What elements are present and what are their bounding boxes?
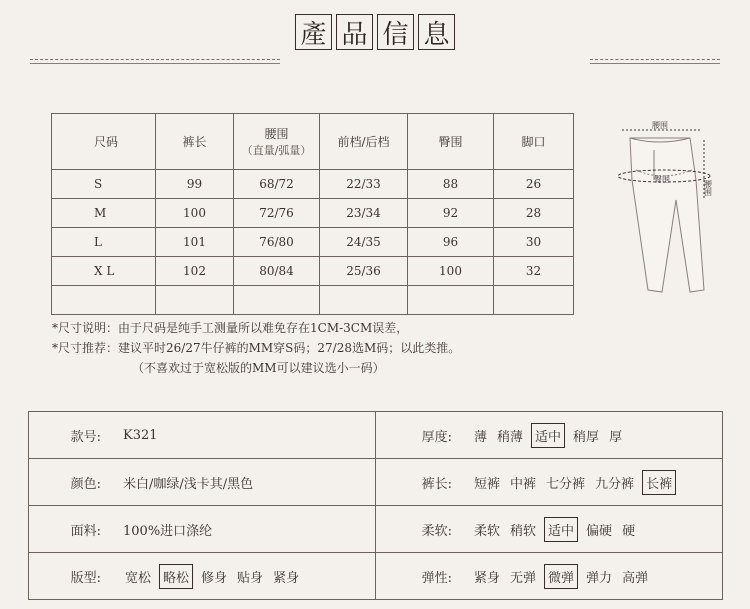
- table-cell: S: [52, 170, 156, 199]
- option: 修身: [201, 570, 228, 586]
- option: 长裤: [642, 470, 676, 495]
- table-cell: 32: [494, 257, 574, 286]
- header-cell: 腰围 （直量/弧量）: [234, 114, 320, 170]
- table-cell: 96: [408, 228, 494, 257]
- table-cell: L: [52, 228, 156, 257]
- table-cell: 26: [494, 170, 574, 199]
- option: 九分裤: [595, 476, 635, 492]
- info-row: [29, 553, 723, 600]
- option: 七分裤: [546, 476, 586, 492]
- info-label: 款号:: [70, 429, 101, 445]
- option: 略松: [159, 564, 193, 589]
- option: 短裤: [474, 476, 501, 492]
- header-cell: 裤长: [156, 114, 234, 170]
- table-cell: 23/34: [320, 199, 408, 228]
- table-row: [52, 257, 574, 286]
- option: 微弹: [544, 564, 578, 589]
- option: 高弹: [622, 570, 649, 586]
- table-row: [52, 170, 574, 199]
- header-cell: 前档/后档: [320, 114, 408, 170]
- note-line: （不喜欢过于宽松版的MM可以建议选小一码）: [132, 361, 385, 375]
- option: 厚: [609, 429, 623, 445]
- table-cell: 28: [494, 199, 574, 228]
- option: 偏硬: [586, 523, 613, 539]
- table-cell: 101: [156, 228, 234, 257]
- thickness-options: [472, 423, 624, 448]
- info-cell: [376, 506, 723, 553]
- title-area: [0, 14, 750, 74]
- table-cell: [234, 286, 320, 315]
- title-char: 息: [418, 14, 455, 50]
- table-row: [52, 199, 574, 228]
- fit-options: [115, 564, 301, 589]
- option: 适中: [544, 517, 578, 542]
- note-line: *尺寸推荐：建议平时26/27牛仔裤的MM穿S码；27/28选M码；以此类推。: [52, 341, 461, 355]
- table-cell: [494, 286, 574, 315]
- length-options: [472, 470, 676, 495]
- title-char: 信: [377, 14, 414, 50]
- info-value: 米白/咖绿/浅卡其/黑色: [123, 476, 254, 492]
- option: 无弹: [510, 570, 537, 586]
- option: 稍薄: [497, 429, 524, 445]
- table-cell: 88: [408, 170, 494, 199]
- info-cell: [29, 506, 376, 553]
- table-cell: [408, 286, 494, 315]
- info-row: [29, 506, 723, 553]
- table-cell: [52, 286, 156, 315]
- info-row: [29, 459, 723, 506]
- table-cell: 102: [156, 257, 234, 286]
- divider-left: [30, 59, 280, 64]
- option: 薄: [474, 429, 488, 445]
- table-cell: 100: [156, 199, 234, 228]
- info-label: 裤长:: [421, 476, 452, 492]
- title-char: 品: [336, 14, 373, 50]
- table-cell: 25/36: [320, 257, 408, 286]
- table-cell: 80/84: [234, 257, 320, 286]
- option: 稍软: [510, 523, 537, 539]
- info-label: 弹性:: [421, 570, 452, 586]
- note-line: *尺寸说明：由于尺码是纯手工测量所以难免存在1CM-3CM误差，: [52, 321, 409, 335]
- length-label: 腰围: [703, 180, 713, 196]
- waist-label: 腰围: [652, 121, 668, 130]
- table-row: [52, 228, 574, 257]
- size-table-header: [52, 114, 574, 170]
- size-notes: [52, 318, 460, 378]
- info-label: 版型:: [70, 570, 101, 586]
- table-cell: 76/80: [234, 228, 320, 257]
- info-cell: [376, 459, 723, 506]
- option: 中裤: [510, 476, 537, 492]
- table-cell: X L: [52, 257, 156, 286]
- option: 适中: [531, 423, 565, 448]
- title-char: 產: [295, 14, 332, 50]
- option: 弹力: [586, 570, 613, 586]
- info-label: 柔软:: [421, 523, 452, 539]
- option: 紧身: [474, 570, 501, 586]
- option: 柔软: [474, 523, 501, 539]
- info-cell: [29, 553, 376, 600]
- divider-right: [590, 59, 720, 64]
- elasticity-options: [472, 564, 650, 589]
- pants-diagram: [592, 110, 732, 325]
- table-cell: 92: [408, 199, 494, 228]
- table-row: [52, 286, 574, 315]
- table-cell: [156, 286, 234, 315]
- info-value: K321: [123, 427, 158, 443]
- info-row: [29, 412, 723, 459]
- table-cell: 99: [156, 170, 234, 199]
- size-table: [51, 113, 574, 315]
- info-cell: [376, 412, 723, 459]
- table-cell: M: [52, 199, 156, 228]
- option: 紧身: [273, 570, 300, 586]
- table-cell: 24/35: [320, 228, 408, 257]
- table-cell: 72/76: [234, 199, 320, 228]
- option: 稍厚: [573, 429, 600, 445]
- header-cell: 脚口: [494, 114, 574, 170]
- softness-options: [472, 517, 637, 542]
- info-cell: [376, 553, 723, 600]
- header-cell: 尺码: [52, 114, 156, 170]
- option: 贴身: [237, 570, 264, 586]
- hip-label: 臀围: [654, 175, 670, 184]
- table-cell: [320, 286, 408, 315]
- product-info-table: [28, 411, 723, 600]
- info-cell: [29, 459, 376, 506]
- info-label: 面料:: [70, 523, 101, 539]
- option: 宽松: [125, 570, 152, 586]
- table-cell: 30: [494, 228, 574, 257]
- header-cell: 臀围: [408, 114, 494, 170]
- table-cell: 68/72: [234, 170, 320, 199]
- info-label: 颜色:: [70, 476, 101, 492]
- table-cell: 22/33: [320, 170, 408, 199]
- info-cell: [29, 412, 376, 459]
- table-cell: 100: [408, 257, 494, 286]
- info-label: 厚度:: [421, 429, 452, 445]
- info-value: 100%进口涤纶: [123, 523, 213, 539]
- option: 硬: [622, 523, 636, 539]
- page-title: [295, 14, 455, 50]
